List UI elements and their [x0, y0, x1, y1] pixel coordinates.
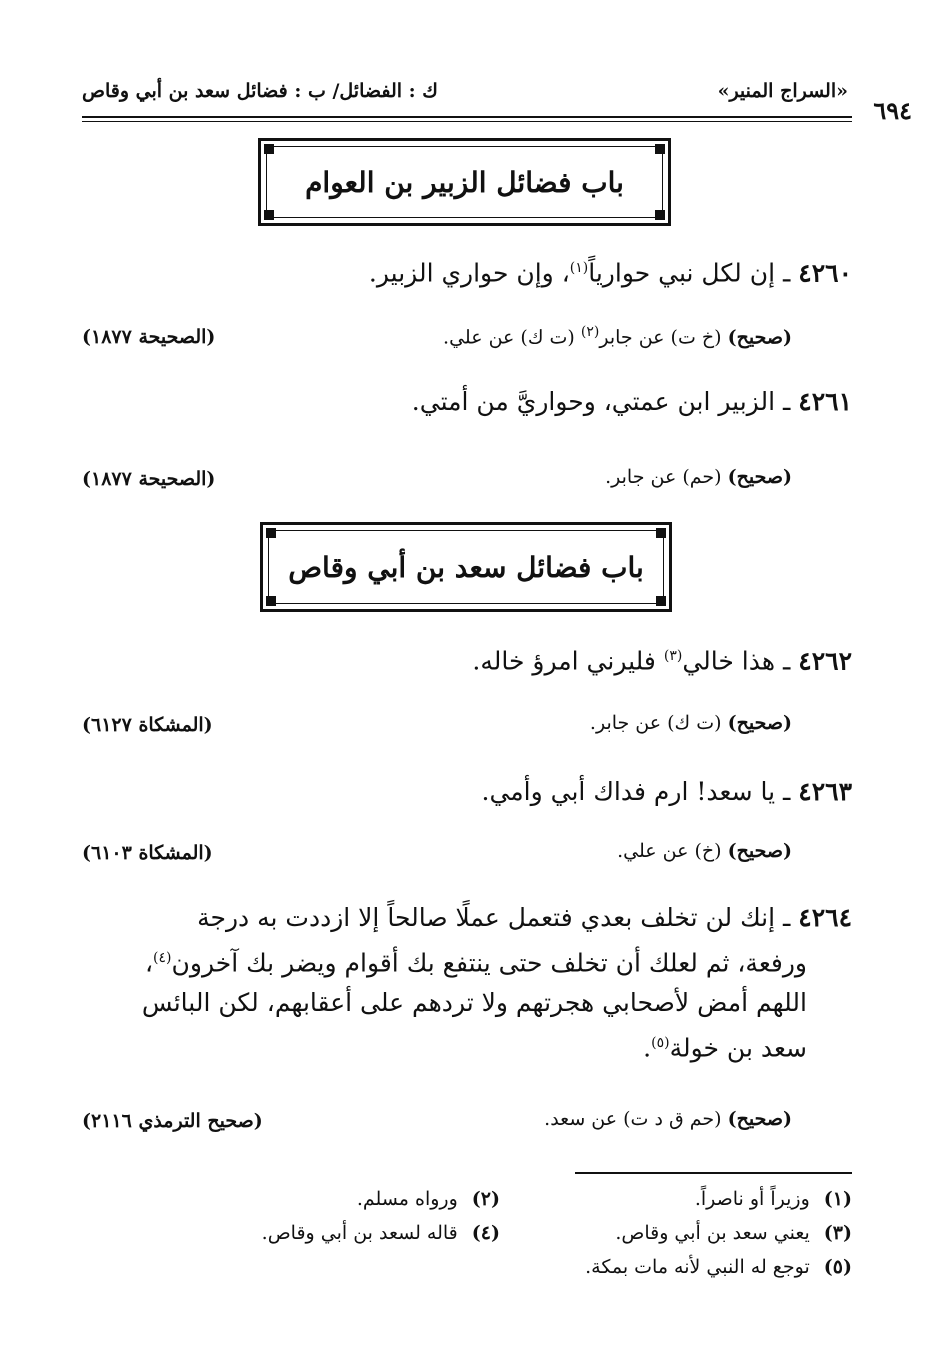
narration-chain: (ت ك) عن جابر. [589, 712, 722, 734]
footnote-3: (٣)يعني سعد بن أبي وقاص. [615, 1222, 852, 1244]
grade-label: (صحيح) [727, 840, 792, 862]
hadith-text: ورفعة، ثم لعلك أن تخلف حتى ينتفع بك أقوام ويضر بك آخرون [171, 948, 807, 978]
grade-label: (صحيح) [727, 712, 792, 734]
hadith-line [82, 983, 852, 1023]
hadith-4262: ٤٢٦٢ ـ هذا خالي$^{(٣)}$ فليرني امرؤ خاله. [472, 646, 852, 676]
narration-chain: (خ) عن علي. [617, 840, 722, 862]
footnote-rule [575, 1172, 852, 1174]
hadith-number: ٤٢٦٢ [798, 646, 852, 676]
hadith-text: سعد بن خولة [669, 1033, 807, 1063]
page-number: ٦٩٤ [873, 96, 912, 125]
footnote-ref: (١) [569, 260, 589, 276]
source-reference: (المشكاة ٦١٠٣) [82, 842, 213, 864]
chapter-title: باب فضائل سعد بن أبي وقاص [288, 550, 644, 584]
narration-chain: (ت ك) عن علي. [443, 326, 581, 349]
footnote-ref: (٤) [153, 950, 172, 966]
header-rule-top [82, 116, 852, 118]
source-reference: (صحيح الترمذي ٢١١٦) [82, 1110, 263, 1132]
hadith-text: هذا خالي [682, 646, 776, 676]
footnote-1: (١)وزيراً أو ناصراً. [694, 1188, 852, 1210]
grading-line [617, 840, 792, 862]
hadith-number: ٤٢٦٤ [798, 903, 852, 932]
hadith-4263: ٤٢٦٣ ـ يا سعد! ارم فداك أبي وأمي. [481, 777, 852, 806]
source-reference: (الصحيحة ١٨٧٧) [82, 468, 216, 490]
hadith-text: ، وإن حواري الزبير. [368, 258, 570, 288]
running-header-section: ك : الفضائل/ ب : فضائل سعد بن أبي وقاص [82, 80, 438, 102]
hadith-text: إنك لن تخلف بعدي فتعمل عملًا صالحاً إلا ازددت به درجة [197, 903, 776, 932]
footnote-5: (٥)توجع له النبي لأنه مات بمكة. [585, 1256, 852, 1278]
source-reference: (المشكاة ٦١٢٧) [82, 714, 213, 736]
hadith-text: إن لكل نبي حوارياً [588, 258, 776, 288]
hadith-number: ٤٢٦٠ [798, 258, 852, 288]
footnote-ref: (٢) [580, 324, 600, 340]
chapter-box-saad [260, 522, 672, 612]
hadith-line: سعد بن خولة$^{(٥)}$. [643, 1033, 807, 1063]
hadith-text: فليرني امرؤ خاله. [472, 646, 664, 676]
hadith-4260: ٤٢٦٠ ـ إن لكل نبي حوارياً$^{(١)}$، وإن حواري الزبير. [368, 258, 852, 288]
source-reference: (الصحيحة ١٨٧٧) [82, 326, 216, 348]
footnote-ref: (٥) [651, 1035, 670, 1052]
hadith-text: يا سعد! ارم فداك أبي وأمي. [481, 777, 776, 806]
footnote-2: (٢)ورواه مسلم. [356, 1188, 500, 1210]
narration-chain: (حم ق د ت) عن سعد. [544, 1108, 722, 1130]
hadith-text: الزبير ابن عمتي، وحواريَّ من أمتي. [411, 387, 776, 416]
header-rule-bottom [82, 121, 852, 122]
grading-line [605, 466, 792, 488]
hadith-4261: ٤٢٦١ ـ الزبير ابن عمتي، وحواريَّ من أمتي. [411, 387, 852, 416]
grade-label: (صحيح) [727, 326, 792, 349]
chapter-box-zubair [258, 138, 671, 226]
hadith-text: اللهم أمض لأصحابي هجرتهم ولا تردهم على أعقابهم، لكن البائس [141, 988, 807, 1018]
hadith-number: ٤٢٦٣ [798, 777, 852, 806]
grading-line [590, 712, 792, 734]
chapter-title: باب فضائل الزبير بن العوام [305, 165, 624, 199]
grading-line [443, 324, 792, 348]
hadith-line: ٤٢٦٤ ـ إنك لن تخلف بعدي فتعمل عملًا صالحاً إلا ازددت به درجة [197, 903, 852, 932]
footnote-ref: (٣) [663, 648, 683, 664]
hadith-4264 [82, 898, 852, 1069]
running-header-book-title: «السراج المنير» [717, 80, 848, 102]
grade-label: (صحيح) [727, 1108, 792, 1130]
grade-label: (صحيح) [727, 466, 792, 488]
grading-line [544, 1108, 792, 1130]
hadith-number: ٤٢٦١ [798, 387, 852, 416]
narration-chain: (حم) عن جابر. [605, 466, 722, 488]
footnote-4: (٤)قاله لسعد بن أبي وقاص. [261, 1222, 500, 1244]
narration-chain: (خ ت) عن جابر [599, 326, 722, 349]
hadith-line: ورفعة، ثم لعلك أن تخلف حتى ينتفع بك أقوام ويضر بك آخرون$^{(٤)}$، [144, 948, 807, 978]
